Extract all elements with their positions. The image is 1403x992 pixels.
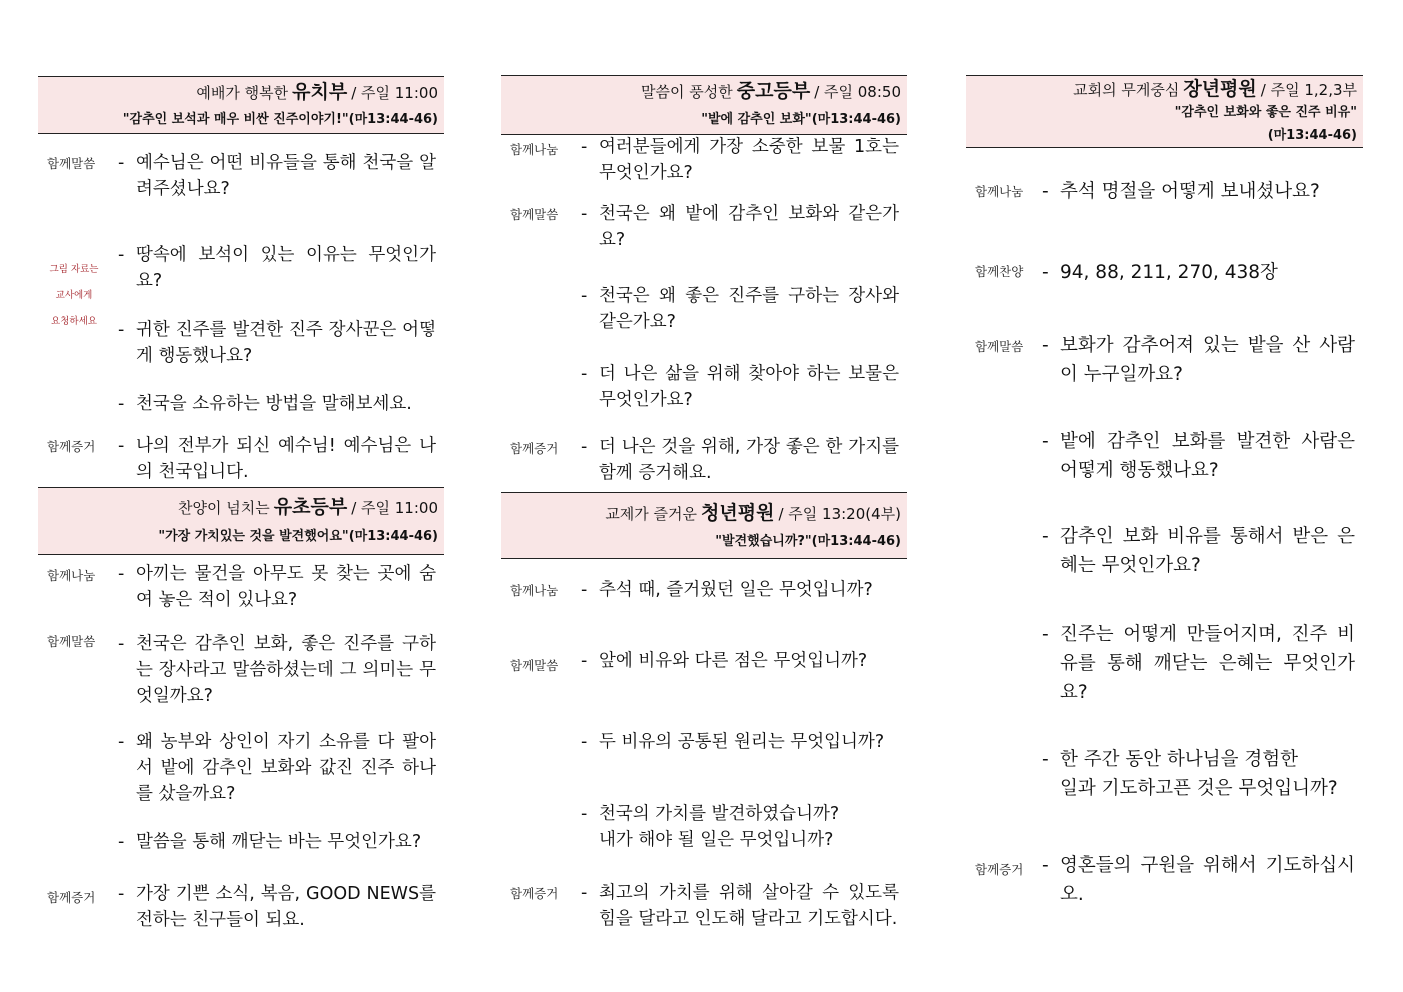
dash: -	[581, 651, 588, 671]
question-item	[581, 577, 899, 603]
item-label: 함께증거	[510, 441, 559, 456]
dash: -	[118, 732, 125, 752]
dash: -	[581, 804, 588, 824]
question-item	[118, 729, 436, 807]
dash: -	[118, 564, 125, 584]
dash: -	[1042, 749, 1049, 770]
dash: -	[118, 320, 125, 340]
header-prefix: 교회의 무게중심	[1073, 81, 1180, 99]
question-text: 여러분들에게 가장 소중한 보물 1호는 무엇인가요?	[599, 137, 899, 183]
dash: -	[1042, 181, 1049, 202]
section-header-young-adults	[501, 492, 907, 559]
section-header-youth	[501, 75, 907, 135]
question-item	[118, 561, 436, 613]
header-prefix: 찬양이 넘치는	[178, 499, 270, 517]
item-label: 함께말씀	[510, 207, 559, 222]
question-item	[581, 880, 899, 932]
question-item	[1042, 331, 1355, 389]
question-item	[1042, 620, 1355, 707]
question-text: 두 비유의 공통된 원리는 무엇입니까?	[599, 732, 885, 752]
question-item	[1042, 427, 1355, 485]
item-label: 함께증거	[47, 890, 96, 905]
question-item	[118, 631, 436, 709]
question-item	[1042, 745, 1355, 803]
dash: -	[581, 883, 588, 903]
question-text: 추석 때, 즐거웠던 일은 무엇입니까?	[599, 580, 873, 600]
service-time: / 주일 11:00	[351, 499, 438, 517]
verse-reference: (마13:44-46)	[1267, 128, 1357, 143]
question-item	[1042, 522, 1355, 580]
dash: -	[118, 153, 125, 173]
question-text: 천국은 왜 밭에 감추인 보화와 같은가요?	[599, 204, 899, 250]
dash: -	[118, 245, 125, 265]
question-item	[118, 829, 436, 855]
question-item	[118, 881, 436, 933]
question-item	[581, 134, 899, 186]
question-text: 밭에 감추인 보화를 발견한 사람은 어떻게 행동했나요?	[1060, 431, 1355, 481]
dept-name: 청년평원	[701, 502, 775, 524]
question-item	[581, 648, 899, 674]
service-time: / 주일 1,2,3부	[1260, 81, 1357, 99]
question-item	[1042, 258, 1355, 287]
item-label: 함께나눔	[510, 583, 559, 598]
dash: -	[1042, 855, 1049, 876]
question-text: 나의 전부가 되신 예수님! 예수님은 나의 천국입니다.	[136, 436, 436, 482]
section-header-adults	[966, 75, 1363, 148]
dept-name: 유치부	[292, 81, 348, 103]
question-text: 귀한 진주를 발견한 진주 장사꾼은 어떻게 행동했나요?	[136, 320, 436, 366]
item-label: 함께말씀	[510, 658, 559, 673]
question-item	[118, 391, 436, 417]
dash: -	[581, 137, 588, 157]
question-item	[118, 242, 436, 294]
question-item	[1042, 851, 1355, 909]
verse-title: "감추인 보석과 매우 비싼 진주이야기!"(마13:44-46)	[122, 112, 438, 127]
item-label: 함께말씀	[47, 156, 96, 171]
verse-title: "밭에 감추인 보화"(마13:44-46)	[701, 112, 901, 127]
item-label: 함께나눔	[47, 568, 96, 583]
dept-name: 유초등부	[273, 496, 348, 518]
header-prefix: 말씀이 풍성한	[641, 83, 733, 101]
question-text: 천국은 왜 좋은 진주를 구하는 장사와 같은가요?	[599, 286, 899, 332]
service-time: / 주일 13:20(4부)	[778, 505, 901, 523]
question-text: 94, 88, 211, 270, 438장	[1060, 262, 1278, 283]
question-text: 더 나은 삶을 위해 찾아야 하는 보물은 무엇인가요?	[599, 364, 899, 410]
question-text: 영혼들의 구원을 위해서 기도하십시오.	[1060, 855, 1355, 905]
item-label: 함께나눔	[510, 142, 559, 157]
teacher-note: 그림 자료는 교사에게 요청하세요	[49, 264, 99, 327]
service-time: / 주일 11:00	[351, 84, 438, 102]
question-item	[1042, 177, 1355, 206]
question-text: 추석 명절을 어떻게 보내셨나요?	[1060, 181, 1320, 202]
item-label: 함께나눔	[975, 184, 1024, 199]
question-item	[581, 729, 899, 755]
question-item	[118, 433, 436, 485]
dash: -	[118, 436, 125, 456]
question-text: 왜 농부와 상인이 자기 소유를 다 팔아서 밭에 감추인 보화와 값진 진주 하나를 샀을까요?	[136, 732, 436, 804]
service-time: / 주일 08:50	[814, 83, 901, 101]
item-label: 함께증거	[47, 439, 96, 454]
question-text: 가장 기쁜 소식, 복음, GOOD NEWS를 전하는 친구들이 되요.	[136, 884, 436, 930]
dash: -	[1042, 624, 1049, 645]
item-label: 함께찬양	[975, 264, 1024, 279]
dash: -	[581, 732, 588, 752]
question-text: 아끼는 물건을 아무도 못 찾는 곳에 숨여 놓은 적이 있나요?	[136, 564, 436, 610]
section-header-kindergarten	[38, 76, 444, 134]
question-item	[581, 801, 899, 853]
question-text: 예수님은 어떤 비유들을 통해 천국을 알려주셨나요?	[136, 153, 436, 199]
question-text: 앞에 비유와 다른 점은 무엇입니까?	[599, 651, 868, 671]
dash: -	[1042, 431, 1049, 452]
question-text: 감추인 보화 비유를 통해서 받은 은혜는 무엇인가요?	[1060, 526, 1355, 576]
column-3	[966, 0, 1363, 992]
dash: -	[581, 286, 588, 306]
column-1	[38, 0, 444, 992]
dash: -	[118, 832, 125, 852]
dash: -	[581, 437, 588, 457]
dash: -	[1042, 335, 1049, 356]
question-text-line2: 내가 해야 될 일은 무엇입니까?	[599, 830, 834, 850]
question-item	[118, 150, 436, 202]
question-item	[581, 201, 899, 253]
dash: -	[118, 884, 125, 904]
verse-title: "가장 가치있는 것을 발견했어요"(마13:44-46)	[158, 529, 438, 544]
verse-title: "감추인 보화와 좋은 진주 비유"	[1174, 105, 1357, 120]
question-text: 말씀을 통해 깨닫는 바는 무엇인가요?	[136, 832, 422, 852]
dash: -	[581, 580, 588, 600]
item-label: 함께말씀	[47, 634, 96, 649]
item-label: 함께증거	[975, 862, 1024, 877]
question-text-line2: 일과 기도하고픈 것은 무엇입니까?	[1060, 778, 1338, 799]
dash: -	[581, 204, 588, 224]
column-2	[501, 0, 907, 992]
dash: -	[1042, 526, 1049, 547]
question-text: 땅속에 보석이 있는 이유는 무엇인가요?	[136, 245, 436, 291]
question-text: 천국을 소유하는 방법을 말해보세요.	[136, 394, 412, 414]
question-text: 최고의 가치를 위해 살아갈 수 있도록 힘을 달라고 인도해 달라고 기도합시다.	[599, 883, 899, 929]
dash: -	[118, 394, 125, 414]
dash: -	[118, 634, 125, 654]
question-text: 천국은 감추인 보화, 좋은 진주를 구하는 장사라고 말씀하셨는데 그 의미는 무엇일까요?	[136, 634, 436, 706]
dash: -	[581, 364, 588, 384]
item-label: 함께증거	[510, 886, 559, 901]
section-header-elementary	[38, 487, 444, 555]
question-text: 한 주간 동안 하나님을 경험한	[1060, 749, 1298, 770]
question-item	[581, 283, 899, 335]
dept-name: 장년평원	[1183, 78, 1257, 100]
question-item	[581, 361, 899, 413]
question-text: 보화가 감추어져 있는 밭을 산 사람이 누구일까요?	[1060, 335, 1355, 385]
question-text: 진주는 어떻게 만들어지며, 진주 비유를 통해 깨닫는 은혜는 무엇인가요?	[1060, 624, 1355, 703]
dept-name: 중고등부	[736, 80, 811, 102]
verse-title: "발견했습니까?"(마13:44-46)	[715, 534, 901, 549]
dash: -	[1042, 262, 1049, 283]
header-prefix: 예배가 행복한	[196, 84, 289, 102]
question-text: 더 나은 것을 위해, 가장 좋은 한 가지를 함께 증거해요.	[599, 437, 899, 483]
question-item	[118, 317, 436, 369]
question-item	[581, 434, 899, 486]
question-text: 천국의 가치를 발견하였습니까?	[599, 804, 840, 824]
header-prefix: 교제가 즐거운	[605, 505, 698, 523]
item-label: 함께말씀	[975, 339, 1024, 354]
